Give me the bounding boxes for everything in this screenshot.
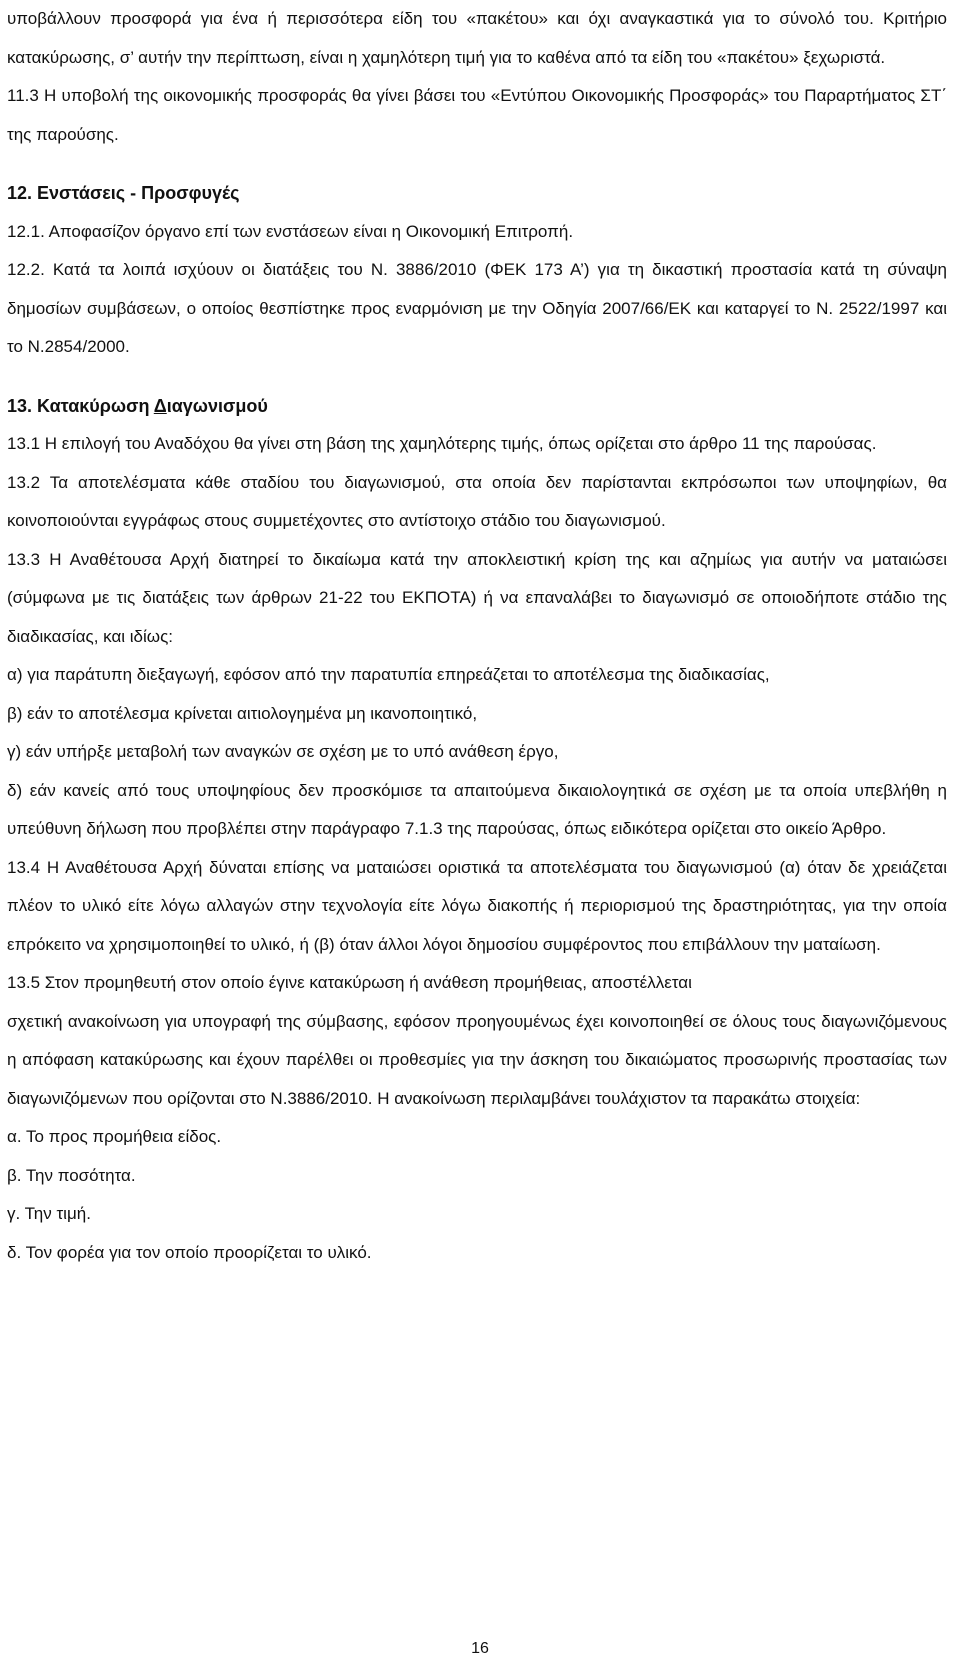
paragraph-13-5-rest: σχετική ανακοίνωση για υπογραφή της σύμβασης, εφόσον προηγουμένως έχει κοινοποιηθεί σε όλους τους διαγωνιζόμενους η απόφαση κατακύρωσης και έχουν παρέλθει οι προθεσμίες για την άσκηση του δικαιώματος προσωρινής προστασίας των διαγωνιζόμενων που ορίζονται στο Ν.3886/2010. Η ανακοίνωση περιλαμβάνει τουλάχιστον τα παρακάτω στοιχεία:	[7, 1011, 947, 1108]
section-12-heading: 12. Ενστάσεις - Προσφυγές	[7, 183, 240, 203]
list-item: β. Την ποσότητα.	[7, 1165, 136, 1185]
list-item: δ. Τον φορέα για τον οποίο προορίζεται το υλικό.	[7, 1242, 372, 1262]
section-13-heading-underlined-letter: Δ	[153, 395, 167, 416]
paragraph-11-3: 11.3 Η υποβολή της οικονομικής προσφοράς θα γίνει βάσει του «Εντύπου Οικονομικής Προσφοράς» του Παραρτήματος ΣΤ΄ της παρούσης.	[7, 86, 947, 144]
paragraph-13-2: 13.2 Τα αποτελέσματα κάθε σταδίου του διαγωνισμού, στα οποία δεν παρίστανται εκπρόσωποι των υποψηφίων, θα κοινοποιούνται εγγράφως στους συμμετέχοντες στο αντίστοιχο στάδιο του διαγωνισμού.	[7, 472, 947, 530]
section-13-heading	[7, 387, 947, 426]
section-13-heading-suffix: ιαγωνισμού	[166, 395, 268, 416]
paragraph-13-1: 13.1 Η επιλογή του Αναδόχου θα γίνει στη βάση της χαμηλότερης τιμής, όπως ορίζεται στο άρθρο 11 της παρούσας.	[7, 434, 877, 453]
section-13-heading-prefix: 13. Κατακύρωση	[7, 395, 154, 416]
page-number: 16	[471, 1640, 489, 1657]
paragraph-12-1: 12.1. Αποφασίζον όργανο επί των ενστάσεων είναι η Οικονομική Επιτροπή.	[7, 221, 574, 241]
paragraph-lots-continuation: υποβάλλουν προσφορά για ένα ή περισσότερα είδη του «πακέτου» και όχι αναγκαστικά για το σύνολό του. Κριτήριο κατακύρωσης, σ’ αυτήν την περίπτωση, είναι η χαμηλότερη τιμή για το καθένα από τα είδη του «πακέτου» ξεχωριστά.	[7, 9, 947, 67]
spacer	[7, 154, 947, 174]
paragraph-13-5-first-line: 13.5 Στον προμηθευτή στον οποίο έγινε κατακύρωση ή ανάθεση προμήθειας, αποστέλλεται	[7, 973, 692, 992]
list-item: γ. Την τιμή.	[7, 1204, 91, 1223]
list-item: α. Το προς προμήθεια είδος.	[7, 1127, 222, 1146]
paragraph-13-3-c: γ) εάν υπήρξε μεταβολή των αναγκών σε σχέση με το υπό ανάθεση έργο,	[7, 742, 559, 761]
spacer	[7, 367, 947, 387]
paragraph-13-4: 13.4 Η Αναθέτουσα Αρχή δύναται επίσης να ματαιώσει οριστικά τα αποτελέσματα του διαγωνισμού (α) όταν δε χρειάζεται πλέον το υλικό είτε λόγω αλλαγών στην τεχνολογία είτε λόγω διακοπής ή περιορισμού της δραστηριότητας, για την οποία επρόκειτο να χρησιμοποιηθεί το υλικό, ή (β) όταν άλλοι λόγοι δημοσίου συμφέροντος που επιβάλλουν την ματαίωση.	[7, 857, 947, 954]
paragraph-13-3: 13.3 Η Αναθέτουσα Αρχή διατηρεί το δικαίωμα κατά την αποκλειστική κρίση της και αζημίως για αυτήν να ματαιώσει (σύμφωνα με τις διατάξεις των άρθρων 21-22 του ΕΚΠΟΤΑ) ή να επαναλάβει το διαγωνισμό σε οποιοδήποτε στάδιο της διαδικασίας, και ιδίως:	[7, 549, 947, 646]
document-page	[7, 0, 947, 1272]
paragraph-13-3-a: α) για παράτυπη διεξαγωγή, εφόσον από την παρατυπία επηρεάζεται το αποτέλεσμα της διαδικασίας,	[7, 665, 770, 684]
paragraph-13-3-b: β) εάν το αποτέλεσμα κρίνεται αιτιολογημένα μη ικανοποιητικό,	[7, 703, 478, 723]
paragraph-12-2: 12.2. Κατά τα λοιπά ισχύουν οι διατάξεις του Ν. 3886/2010 (ΦΕΚ 173 Α’) για τη δικαστική προστασία κατά τη σύναψη δημοσίων συμβάσεων, ο οποίος θεσπίστηκε προς εναρμόνιση με την Οδηγία 2007/66/ΕΚ και καταργεί το Ν. 2522/1997 και το Ν.2854/2000.	[7, 260, 947, 356]
paragraph-13-3-d: δ) εάν κανείς από τους υποψηφίους δεν προσκόμισε τα απαιτούμενα δικαιολογητικά σε σχέση με τα οποία υπεβλήθη η υπεύθυνη δήλωση που προβλέπει στην παράγραφο 7.1.3 της παρούσας, όπως ειδικότερα ορίζεται στο οικείο Άρθρο.	[7, 780, 947, 838]
